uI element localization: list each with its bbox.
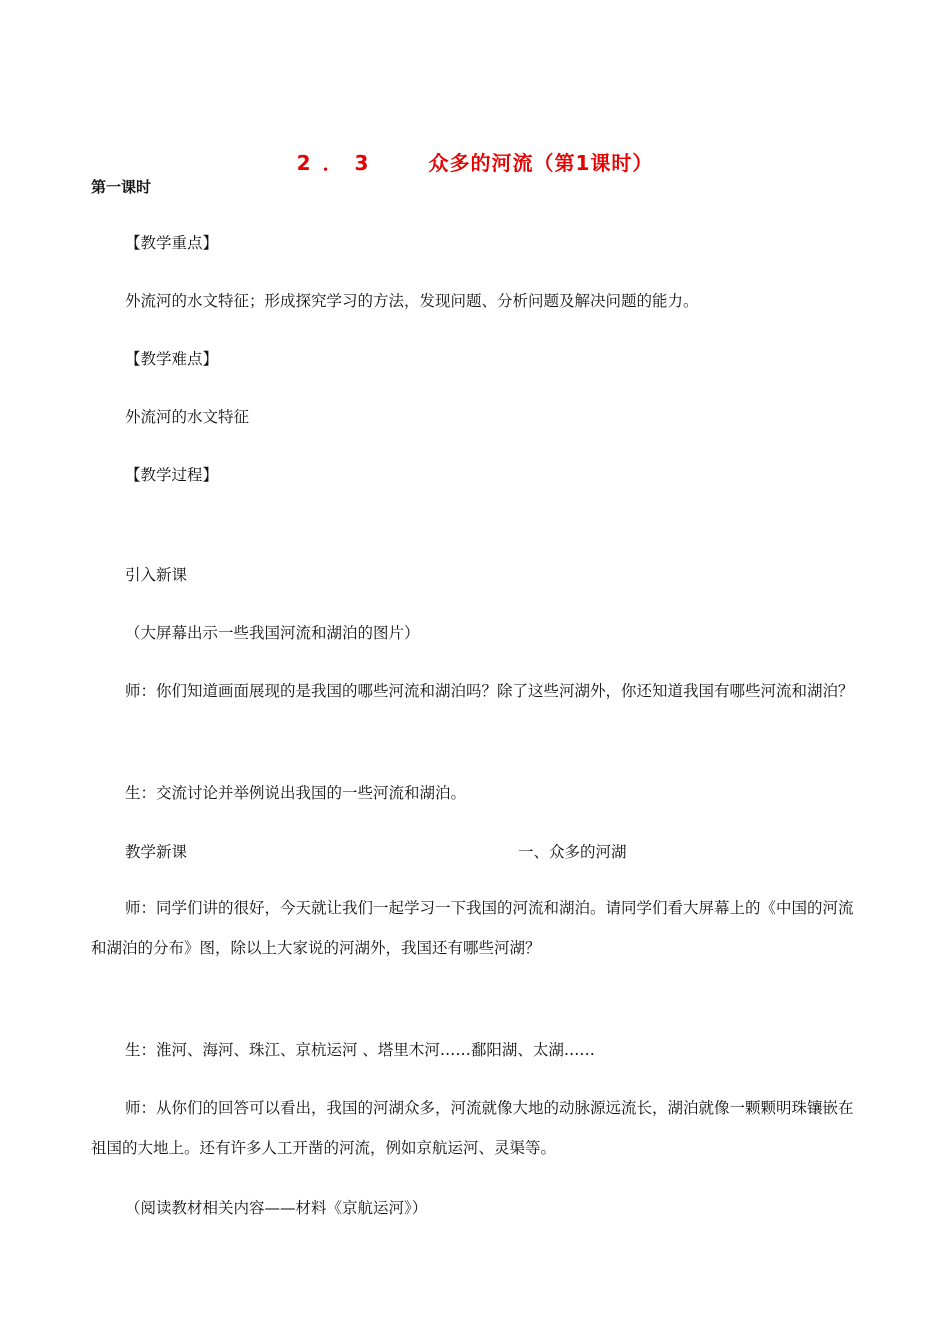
- lesson-subtitle: 第一课时: [91, 178, 152, 196]
- paragraph: 外流河的水文特征: [125, 408, 250, 426]
- section-heading-key-points: 【教学重点】: [125, 234, 219, 252]
- paragraph: 师：同学们讲的很好，今天就让我们一起学习一下我国的河流和湖泊。请同学们看大屏幕上的《中国的河流和湖泊的分布》图，除以上大家说的河湖外，我国还有哪些河湖？: [91, 899, 854, 957]
- paragraph: 生：交流讨论并举例说出我国的一些河流和湖泊。: [125, 784, 467, 802]
- title-text: 众多的河流（第1课时）: [428, 151, 654, 175]
- paragraph: 引入新课: [125, 566, 188, 584]
- title-number: 2．3: [296, 151, 381, 175]
- paragraph: （阅读教材相关内容——材料《京航运河》）: [125, 1199, 428, 1217]
- new-lesson-row: [125, 840, 863, 862]
- paragraph: 师：从你们的回答可以看出，我国的河湖众多，河流就像大地的动脉源远流长，湖泊就像一颗颗明珠镶嵌在祖国的大地上。还有许多人工开凿的河流，例如京航运河、灵渠等。: [91, 1099, 854, 1157]
- paragraph: 外流河的水文特征；形成探究学习的方法，发现问题、分析问题及解决问题的能力。: [125, 292, 699, 310]
- new-lesson-label: 教学新课: [125, 843, 188, 861]
- paragraph: 生：淮河、海河、珠江、京杭运河 、塔里木河……鄱阳湖、太湖……: [125, 1041, 595, 1059]
- paragraph: 师：你们知道画面展现的是我国的哪些河流和湖泊吗？除了这些河湖外，你还知道我国有哪些河流和湖泊？: [125, 682, 854, 700]
- section-heading-process: 【教学过程】: [125, 466, 219, 484]
- section-heading-difficulties: 【教学难点】: [125, 350, 219, 368]
- paragraph: （大屏幕出示一些我国河流和湖泊的图片）: [125, 624, 420, 642]
- section-title-rivers-lakes: 一、众多的河湖: [518, 843, 627, 861]
- document-title: [0, 147, 950, 176]
